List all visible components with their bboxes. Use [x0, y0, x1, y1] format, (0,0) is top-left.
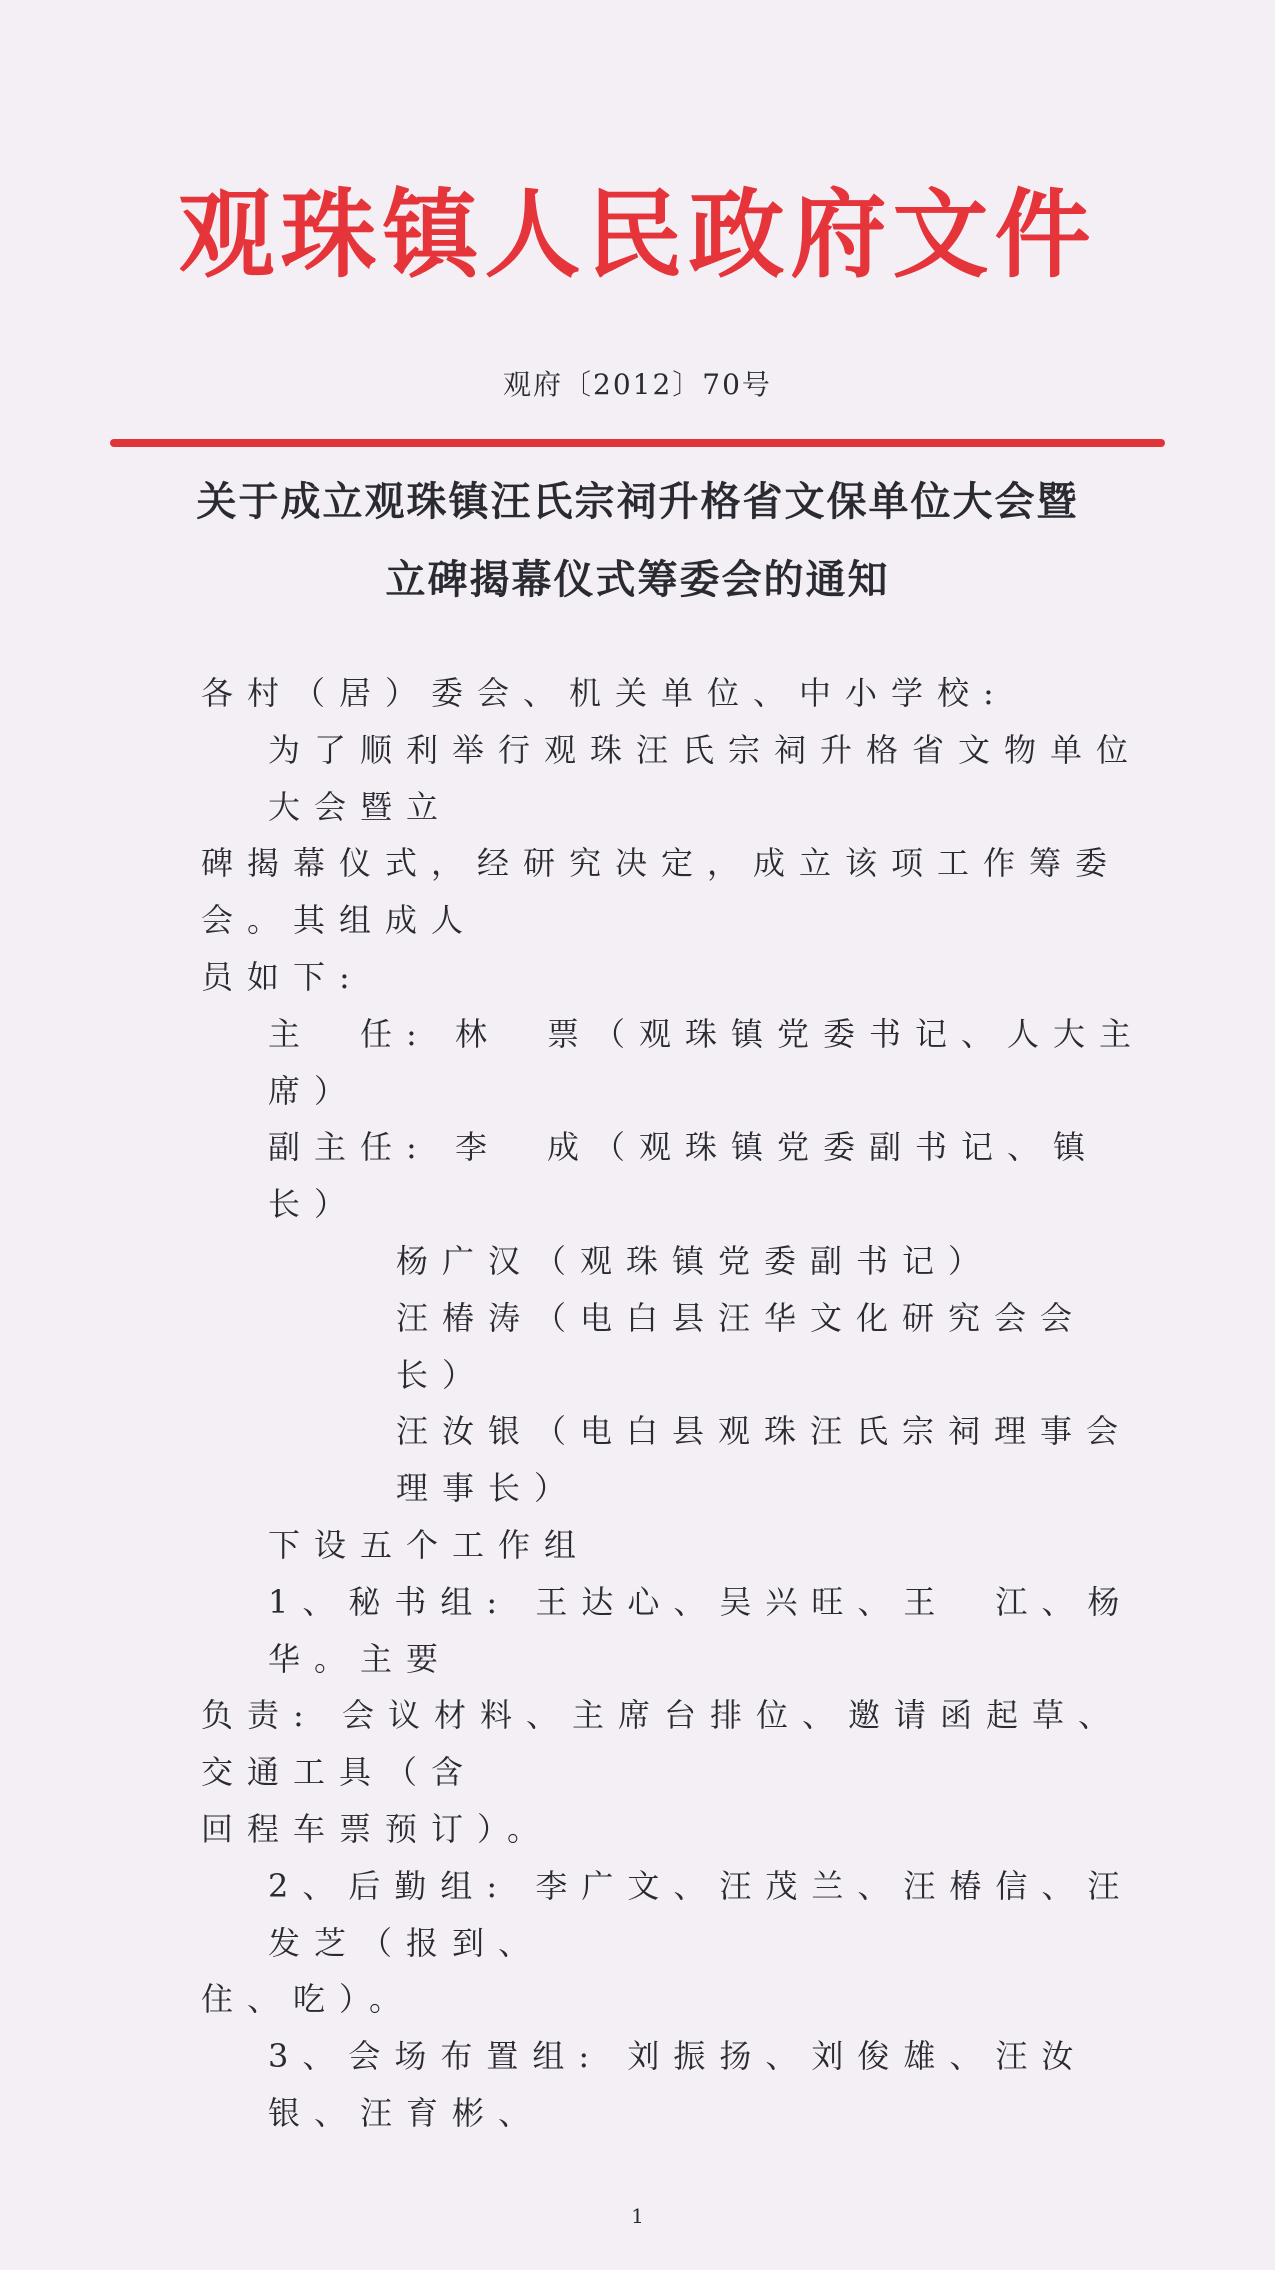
deputy-director-line: 汪汝银（电白县观珠汪氏宗祠理事会理事长）: [396, 1412, 1133, 1508]
group-line: 住、吃）。: [201, 1980, 416, 2019]
document-body: [110, 665, 1180, 2142]
group-line: 负责: 会议材料、主席台排位、邀请函起草、交通工具（含: [201, 1696, 1124, 1792]
red-divider: [110, 439, 1165, 447]
director-line: 主 任: 林 票（观珠镇党委书记、人大主席）: [268, 1014, 1145, 1110]
group-line: 3、会场布置组: 刘振扬、刘俊雄、汪汝银、汪育彬、: [268, 2037, 1088, 2132]
page-number: 1: [631, 2203, 644, 2228]
group-line: 回程车票预订）。: [201, 1809, 554, 1848]
body-line: 为了顺利举行观珠汪氏宗祠升格省文物单位大会暨立: [268, 730, 1143, 826]
document-title-line-1: 关于成立观珠镇汪氏宗祠升格省文保单位大会暨: [196, 478, 1079, 525]
body-line: 员如下:: [201, 957, 364, 996]
deputy-director-line: 汪椿涛（电白县汪华文化研究会会长）: [396, 1298, 1087, 1394]
document-number: 观府〔2012〕70号: [503, 368, 772, 401]
group-line: 2、后勤组: 李广文、汪茂兰、汪椿信、汪发芝（报到、: [268, 1866, 1134, 1962]
salutation: 各村（居）委会、机关单位、中小学校:: [201, 674, 1008, 712]
deputy-director-line: 副主任: 李 成（观珠镇党委副书记、镇长）: [268, 1128, 1099, 1224]
body-line: 下设五个工作组: [268, 1525, 591, 1564]
document-title-line-2: 立碑揭幕仪式筹委会的通知: [385, 556, 890, 603]
deputy-director-line: 杨广汉（观珠镇党委副书记）: [396, 1241, 995, 1280]
document-masthead: 观珠镇人民政府文件: [178, 179, 1097, 291]
body-line: 碑揭幕仪式，经研究决定，成立该项工作筹委会。其组成人: [201, 844, 1122, 940]
group-line: 1、秘书组: 王达心、吴兴旺、王 江、杨 华。主要: [268, 1582, 1180, 1678]
